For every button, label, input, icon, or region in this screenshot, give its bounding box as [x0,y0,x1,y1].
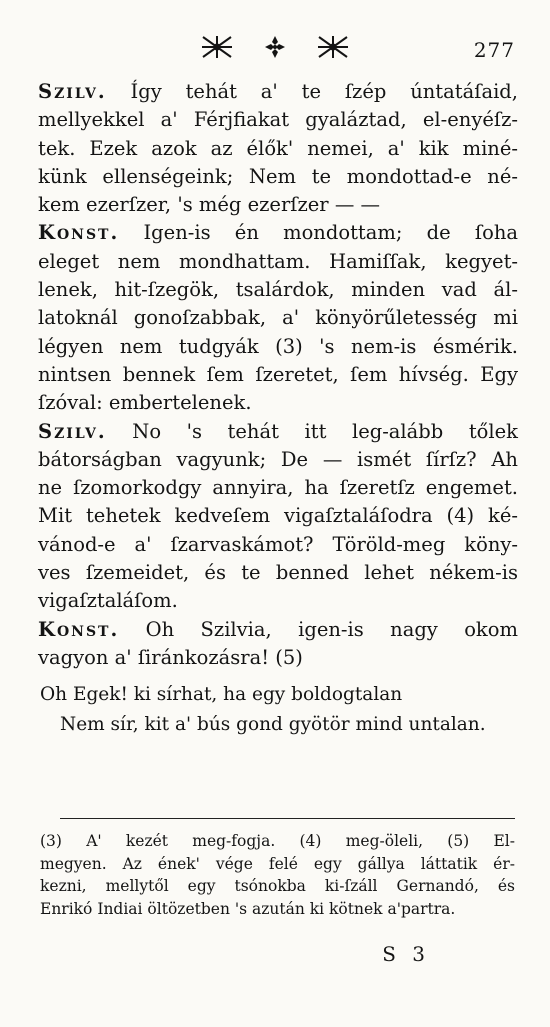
text-line: ne ſzomorkodgy annyira, ha ſzeretſz engemet. [38,476,518,500]
dialogue-paragraph [38,219,518,417]
text-line: ves ſzemeidet, és te benned lehet nékem-is [38,561,518,585]
fleuron-icon [263,34,287,60]
dialogue-paragraph [38,418,518,616]
text-line: bátorságban vagyunk; De — ismét ſírſz? Ah [38,447,518,471]
text-line: nintsen bennek ſem ſzeretet, ſem hívség. Egy [38,362,518,386]
text-line: Konst. Oh Szilvia, igen-is nagy okom [38,617,518,641]
ornament-cross-icon [200,34,234,60]
text-line: Szilv. No 's tehát itt leg-alább tőlek [38,419,518,443]
main-text [38,78,518,740]
text-line: latoknál gonoſzabbak, a' könyörűletesség mi [38,306,518,330]
speaker-name: Konst. [38,617,120,641]
footnote-line: Enrikó Indiai öltözetben 's azután ki kötnek a'partra. [40,899,456,918]
text-line: Mit tehetek kedveſem vigaſztaláſodra (4) ké- [38,504,518,528]
verse-couplet [38,680,518,740]
verse-line: Nem sír, kit a' bús gond gyötör mind untalan. [60,714,486,736]
text-line: vánod-e a' ſzarvaskámot? Töröld-meg köny- [38,532,518,556]
footnote-rule [60,818,515,819]
ornament-cross-icon [316,34,350,60]
text-line: lenek, hit-ſzegök, tsalárdok, minden vad ál- [38,278,518,302]
text-line: Szilv. Így tehát a' te ſzép úntatáſaid, [38,80,518,103]
speaker-name: Szilv. [38,80,107,103]
header-ornament [200,30,350,64]
text-line: künk ellenségeink; Nem te mondottad-e né- [38,164,518,188]
verse-line: Oh Egek! ki sírhat, ha egy boldogtalan [40,684,403,706]
footnote-line: kezni, mellytől egy tsónokba ki-ſzáll Gernandó, és [40,877,515,895]
page-number: 277 [473,38,515,62]
text-line: mellyekkel a' Férjfiakat gyaláztad, el-enyéſz- [38,108,518,132]
text-line: légyen nem tudgyák (3) 's nem-is ésmérik. [38,334,518,358]
text-line: kem ezerſzer, 's még ezerſzer — — [38,193,381,217]
dialogue-paragraph [38,78,518,219]
speaker-name: Konst. [38,221,120,245]
footnote-line: (3) A' kezét meg-fogja. (4) meg-öleli, (5) El- [40,832,515,850]
signature-mark: S 3 [382,942,430,966]
text-line: eleget nem mondhattam. Hamiſſak, kegyet- [38,249,518,273]
footnote-line: megyen. Az ének' vége felé egy gállya láttatik ér- [40,854,515,873]
text-line: ſzóval: embertelenek. [38,391,252,415]
footnotes [40,830,515,920]
text-line: Konst. Igen-is én mondottam; de ſoha [38,221,519,245]
speaker-name: Szilv. [38,419,107,443]
text-line: tek. Ezek azok az élők' nemei, a' kik miné- [38,136,518,160]
text-line: vagyon a' ſiránkozásra! (5) [38,645,303,669]
text-line: vigaſztaláſom. [38,589,178,613]
dialogue-paragraph [38,616,518,673]
